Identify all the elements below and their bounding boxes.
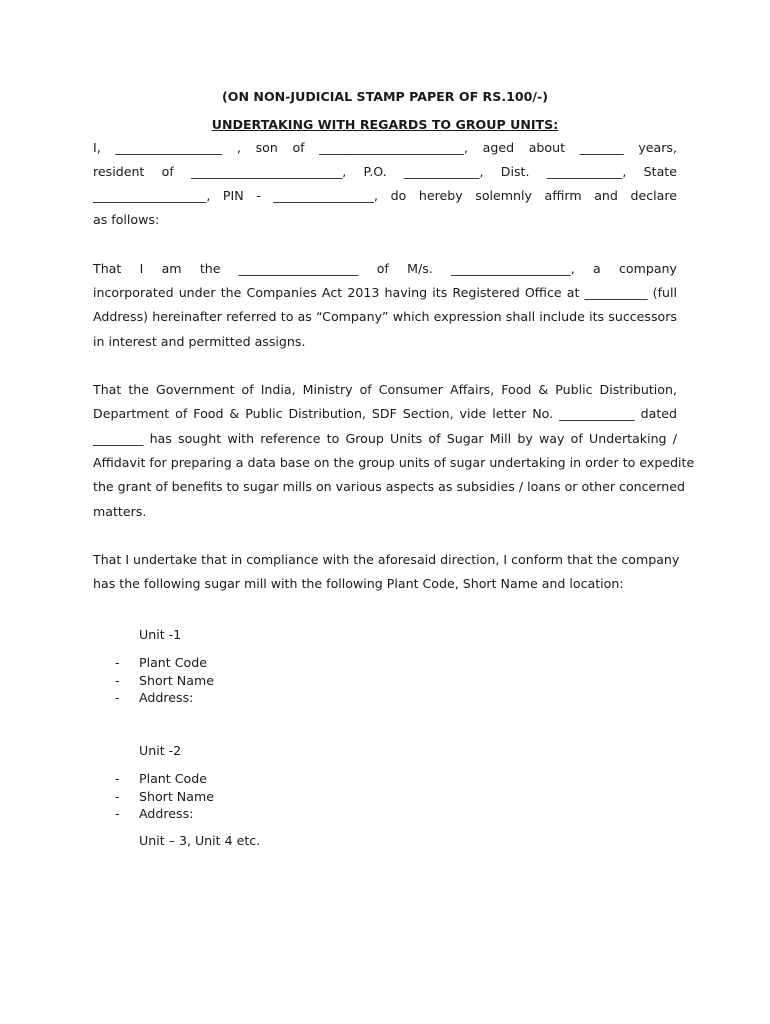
government-para-line-4: Affidavit for preparing a data base on the group units of sugar undertaking in order to expedite	[93, 455, 695, 470]
unit-1-short-name-label: Short Name	[139, 672, 214, 688]
list-item	[93, 654, 214, 672]
unit-2-short-name-label: Short Name	[139, 788, 214, 804]
bullet-dash: -	[115, 788, 120, 804]
list-item	[93, 689, 214, 707]
declaration-line-4: as follows:	[93, 212, 160, 227]
government-para-line-3: ________ has sought with reference to Group Units of Sugar Mill by way of Undertaking /	[93, 431, 677, 446]
bullet-dash: -	[115, 690, 120, 705]
declaration-line-3: __________________, PIN - ________________, do hereby solemnly affirm and declare	[93, 188, 677, 203]
unit-2-plant-code-label: Plant Code	[139, 771, 207, 786]
unit-1-address-label: Address:	[139, 690, 194, 705]
government-para-line-6: matters.	[93, 504, 147, 519]
list-item	[93, 672, 214, 690]
government-para-line-5: the grant of benefits to sugar mills on various aspects as subsidies / loans or other concerned	[93, 479, 685, 494]
list-item	[93, 770, 214, 788]
stamp-paper-note: (ON NON-JUDICIAL STAMP PAPER OF RS.100/-)	[222, 89, 548, 104]
list-item	[93, 805, 214, 823]
more-units-note: Unit – 3, Unit 4 etc.	[139, 833, 261, 848]
unit-2-address-label: Address:	[139, 806, 194, 821]
bullet-dash: -	[115, 655, 120, 670]
unit-2-title: Unit -2	[139, 743, 182, 758]
unit-1-title: Unit -1	[139, 627, 182, 642]
undertake-para-line-1: That I undertake that in compliance with the aforesaid direction, I conform that the company	[93, 552, 680, 567]
government-para-line-1: That the Government of India, Ministry of Consumer Affairs, Food & Public Distribution,	[93, 382, 677, 397]
company-para-line-2: incorporated under the Companies Act 2013 having its Registered Office at __________ (full	[93, 285, 677, 300]
bullet-dash: -	[115, 771, 120, 786]
document-title: UNDERTAKING WITH REGARDS TO GROUP UNITS:	[211, 117, 559, 132]
unit-1-plant-code-label: Plant Code	[139, 655, 207, 670]
declaration-line-2: resident of ________________________, P.O. ____________, Dist. ____________, State	[93, 164, 677, 179]
company-para-line-4: in interest and permitted assigns.	[93, 334, 306, 349]
undertake-para-line-2: has the following sugar mill with the following Plant Code, Short Name and location:	[93, 576, 624, 591]
bullet-dash: -	[115, 672, 120, 688]
company-para-line-3: Address) hereinafter referred to as “Company” which expression shall include its successors	[93, 309, 677, 324]
bullet-dash: -	[115, 806, 120, 821]
government-para-line-2: Department of Food & Public Distribution, SDF Section, vide letter No. ____________ dated	[93, 406, 677, 421]
declaration-line-1: I, _________________ , son of _______________________, aged about _______ years,	[93, 140, 677, 155]
company-para-line-1: That I am the ___________________ of M/s. ___________________, a company	[93, 261, 677, 276]
unit-2-list	[93, 770, 214, 823]
list-item	[93, 788, 214, 806]
unit-1-list	[93, 654, 214, 707]
